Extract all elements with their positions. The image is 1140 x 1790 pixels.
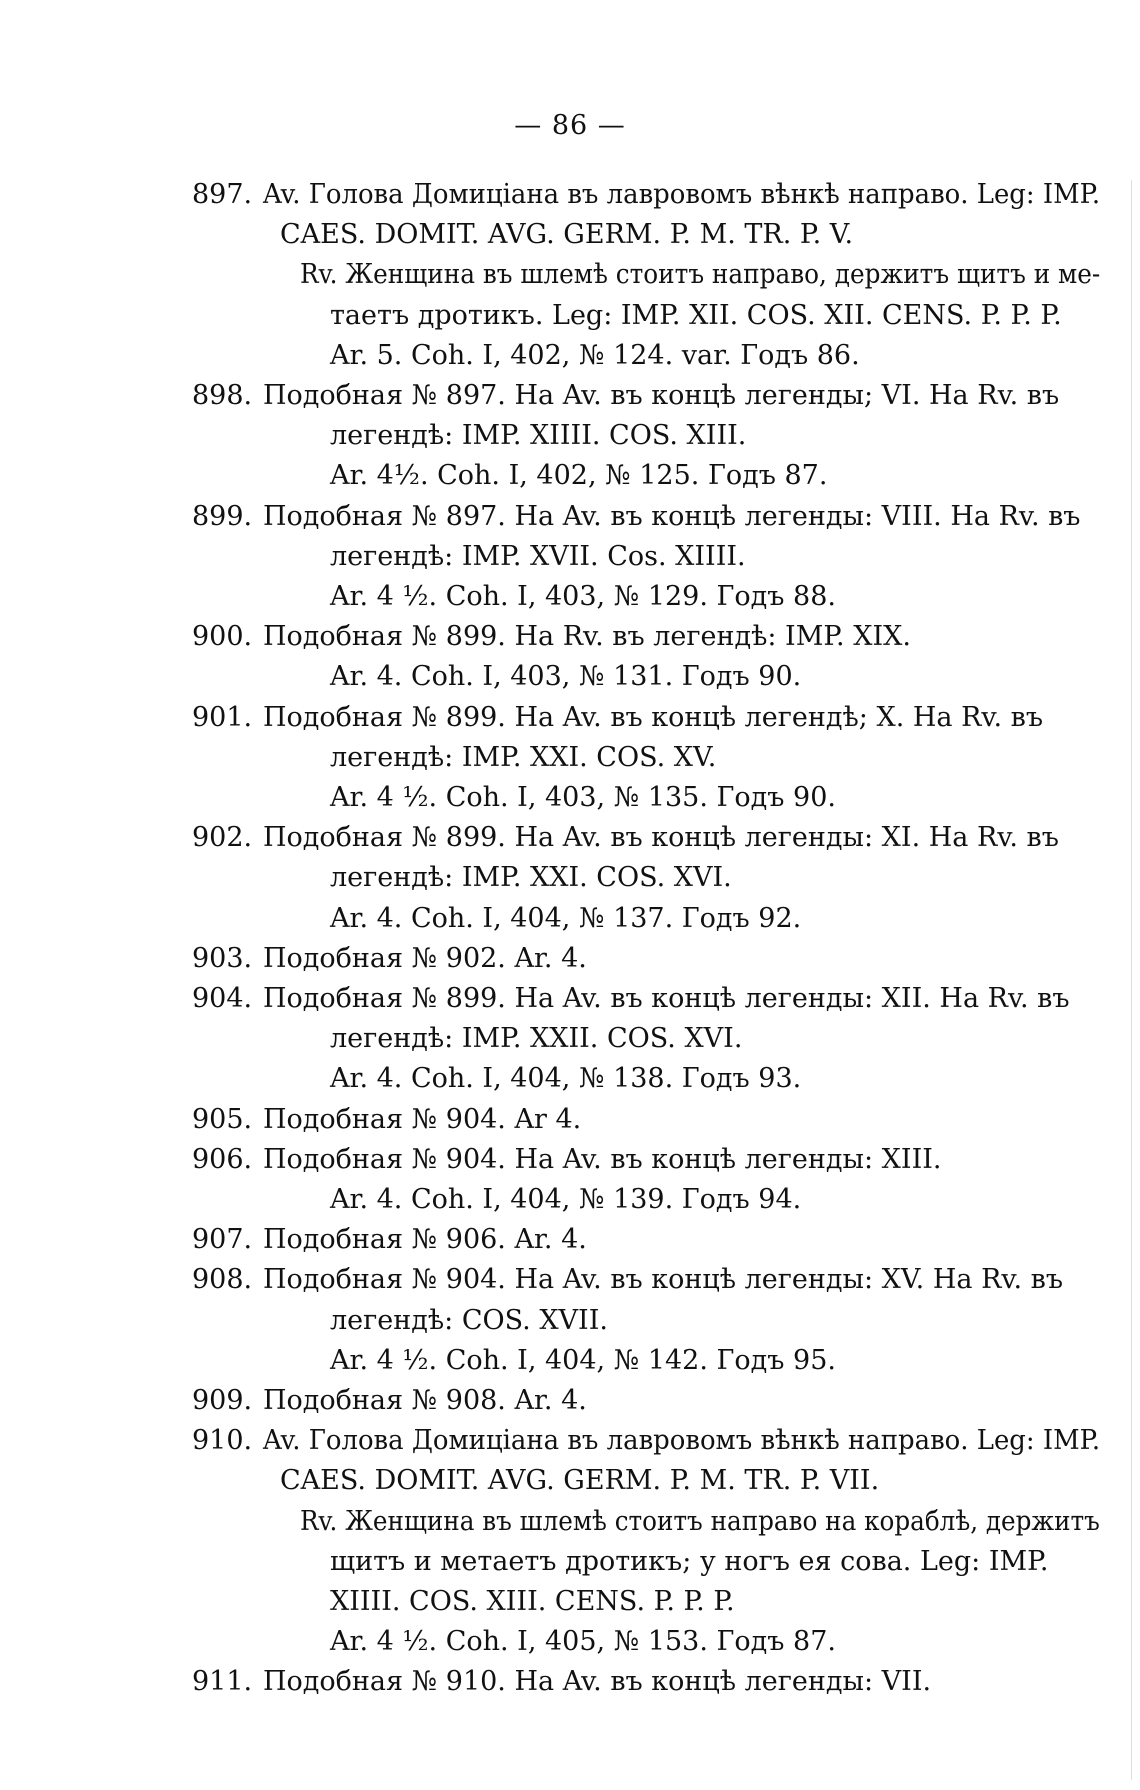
catalog-entry-line: [0, 1662, 1140, 1702]
entry-text: легендѣ: IMP. XXII. COS. XVI.: [330, 1023, 743, 1055]
entry-text: легендѣ: IMP. XIIII. COS. XIII.: [330, 420, 747, 452]
catalog-continuation-line: [0, 1502, 1140, 1542]
entry-text: Ar. 4 ½. Coh. I, 405, № 153. Годъ 87.: [330, 1626, 836, 1658]
entry-text: Подобная № 899. На Av. въ концѣ легенды: XI. На Rv. въ: [263, 822, 1059, 854]
catalog-continuation-line: [0, 255, 1140, 295]
entry-number: 900.: [192, 621, 253, 653]
catalog-entry-line: [0, 497, 1140, 537]
catalog-continuation-line: [0, 1542, 1140, 1582]
entry-text: щитъ и метаетъ дротикъ; у ногъ ея сова. Leg: IMP.: [330, 1545, 1049, 1577]
entry-number: 909.: [192, 1385, 253, 1416]
catalog-entry-line: [0, 1421, 1140, 1461]
entry-text: легендѣ: IMP. XVII. Cos. XIIII.: [330, 540, 746, 572]
entry-number: 905.: [192, 1103, 253, 1135]
catalog-continuation-line: [0, 1059, 1140, 1099]
entry-number: 911.: [192, 1666, 253, 1698]
entry-number: 908.: [192, 1264, 253, 1296]
catalog-continuation-line: [0, 778, 1140, 818]
catalog-continuation-line: [0, 456, 1140, 496]
entry-text: Подобная № 902. Ar. 4.: [263, 942, 587, 974]
entry-text: Подобная № 897. На Av. въ концѣ легенды; VI. На Rv. въ: [263, 380, 1060, 411]
catalog-entry-line: [0, 1100, 1140, 1140]
entry-text: Ar. 4½. Coh. I, 402, № 125. Годъ 87.: [330, 460, 828, 492]
entry-text: Rv. Женщина въ шлемѣ стоитъ направо на кораблѣ, держитъ: [300, 1505, 1100, 1537]
entry-text: Av. Голова Домиціана въ лавровомъ вѣнкѣ направо. Leg: IMP.: [263, 1425, 1101, 1457]
entry-text: CAES. DOMIT. AVG. GERM. P. M. TR. P. V.: [280, 219, 854, 251]
entry-number: 907.: [192, 1224, 253, 1256]
page-edge-line: [1131, 180, 1132, 1780]
catalog-continuation-line: [0, 537, 1140, 577]
entry-text: CAES. DOMIT. AVG. GERM. P. M. TR. P. VII.: [280, 1465, 880, 1497]
entry-text: Подобная № 904. На Av. въ концѣ легенды: XIII.: [263, 1143, 942, 1175]
entry-text: Av. Голова Домиціана въ лавровомъ вѣнкѣ направо. Leg: IMP.: [263, 179, 1101, 210]
entry-number: 902.: [192, 822, 253, 854]
page-number: — 86 —: [514, 110, 626, 141]
entry-number: 899.: [192, 500, 253, 532]
catalog-entry-line: [0, 818, 1140, 858]
entry-text: Подобная № 906. Ar. 4.: [263, 1224, 587, 1256]
entry-text: XIIII. COS. XIII. CENS. P. P. P.: [330, 1586, 735, 1617]
entry-text: легендѣ: IMP. XXI. COS. XV.: [330, 741, 717, 773]
catalog-entry-line: [0, 698, 1140, 738]
catalog-entry-line: [0, 1140, 1140, 1180]
entry-text: легендѣ: COS. XVII.: [330, 1304, 608, 1336]
entry-text: Подобная № 904. На Av. въ концѣ легенды: XV. На Rv. въ: [263, 1264, 1063, 1296]
entry-number: 901.: [192, 701, 253, 733]
entry-text: Подобная № 910. На Av. въ концѣ легенды: VII.: [263, 1666, 932, 1698]
entry-text: Подобная № 899. На Rv. въ легендѣ: IMP. XIX.: [263, 621, 911, 653]
entry-text: Ar. 4. Coh. I, 403, № 131. Годъ 90.: [330, 661, 802, 693]
catalog-entry-line: [0, 1260, 1140, 1300]
entry-text: легендѣ: IMP. XXI. COS. XVI.: [330, 862, 732, 894]
entry-number: 904.: [192, 983, 253, 1014]
entry-number: 897.: [192, 179, 253, 210]
catalog-continuation-line: [0, 215, 1140, 255]
entry-text: Rv. Женщина въ шлемѣ стоитъ направо, держитъ щитъ и ме-: [300, 259, 1101, 291]
entry-text: Ar. 4 ½. Coh. I, 403, № 135. Годъ 90.: [330, 782, 836, 813]
entry-text: Подобная № 904. Ar 4.: [263, 1103, 582, 1135]
catalog-continuation-line: [0, 657, 1140, 697]
catalog-continuation-line: [0, 1019, 1140, 1059]
entry-number: 906.: [192, 1143, 253, 1175]
entry-text: Ar. 4. Coh. I, 404, № 137. Годъ 92.: [330, 902, 802, 934]
entry-text: таетъ дротикъ. Leg: IMP. XII. COS. XII. CENS. P. P. P.: [330, 299, 1062, 331]
entry-text: Ar. 4. Coh. I, 404, № 139. Годъ 94.: [330, 1184, 802, 1215]
entry-text: Подобная № 908. Ar. 4.: [263, 1385, 587, 1416]
catalog-continuation-line: [0, 1301, 1140, 1341]
catalog-continuation-line: [0, 1341, 1140, 1381]
entry-number: 898.: [192, 380, 253, 411]
entry-number: 903.: [192, 942, 253, 974]
catalog-entry-line: [0, 939, 1140, 979]
catalog-entry-line: [0, 1220, 1140, 1260]
catalog-continuation-line: [0, 1180, 1140, 1220]
catalog-continuation-line: [0, 1582, 1140, 1622]
catalog-entry-line: [0, 979, 1140, 1019]
entry-text: Ar. 5. Coh. I, 402, № 124. var. Годъ 86.: [330, 339, 860, 371]
entry-text: Ar. 4 ½. Coh. I, 404, № 142. Годъ 95.: [330, 1344, 836, 1376]
catalog-continuation-line: [0, 1622, 1140, 1662]
catalog-entry-line: [0, 1381, 1140, 1421]
catalog-entry-line: [0, 376, 1140, 416]
catalog-continuation-line: [0, 738, 1140, 778]
entry-text: Подобная № 899. На Av. въ концѣ легендѣ; X. На Rv. въ: [263, 701, 1044, 733]
catalog-continuation-line: [0, 416, 1140, 456]
entry-text: Подобная № 897. На Av. въ концѣ легенды: VIII. На Rv. въ: [263, 500, 1081, 532]
catalog-continuation-line: [0, 296, 1140, 336]
catalog-continuation-line: [0, 858, 1140, 898]
catalog-entry-line: [0, 617, 1140, 657]
catalog-entry-line: [0, 175, 1140, 215]
catalog-continuation-line: [0, 336, 1140, 376]
entry-number: 910.: [192, 1425, 253, 1457]
entry-text: Подобная № 899. На Av. въ концѣ легенды: XII. На Rv. въ: [263, 983, 1070, 1014]
catalog-continuation-line: [0, 1461, 1140, 1501]
catalog-continuation-line: [0, 577, 1140, 617]
entry-text: Ar. 4 ½. Coh. I, 403, № 129. Годъ 88.: [330, 581, 836, 612]
catalog-continuation-line: [0, 899, 1140, 939]
entry-text: Ar. 4. Coh. I, 404, № 138. Годъ 93.: [330, 1063, 802, 1095]
